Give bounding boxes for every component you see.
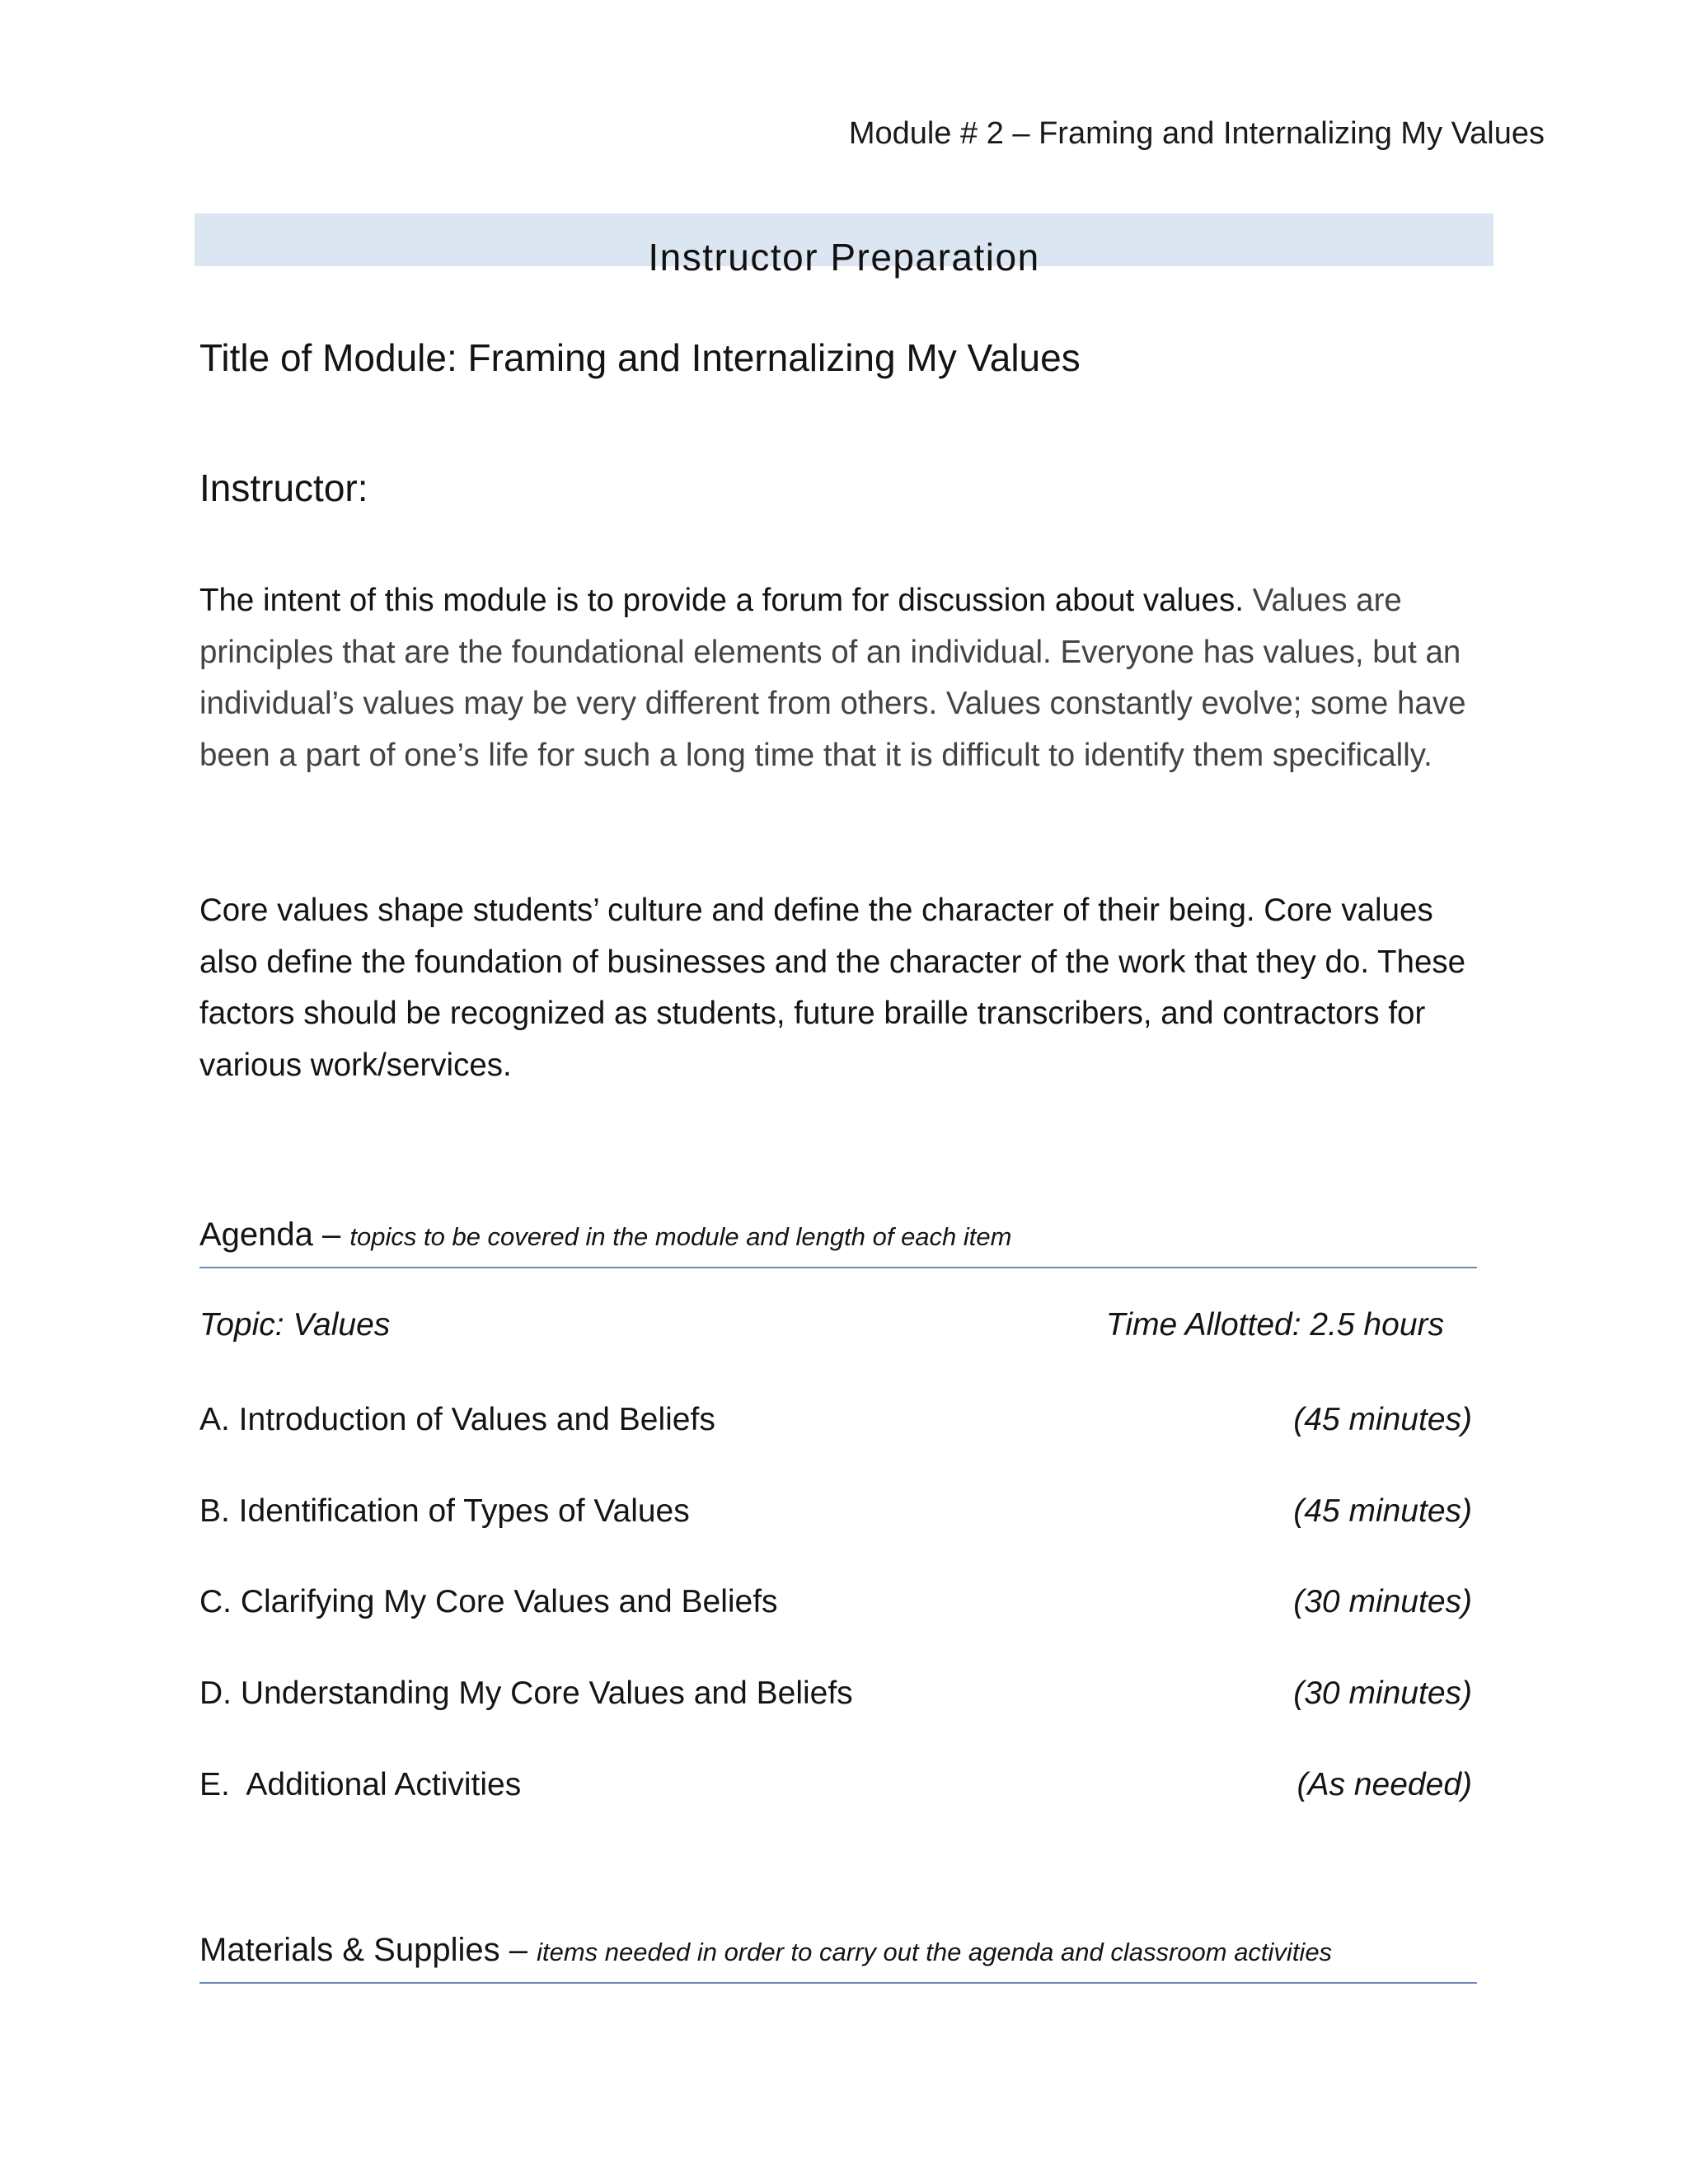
running-header: Module # 2 – Framing and Internalizing My Values — [848, 116, 1545, 151]
agenda-item-label: E. Additional Activities — [199, 1767, 522, 1802]
agenda-item-duration: (30 minutes) — [1293, 1675, 1472, 1711]
agenda-item — [199, 1764, 1472, 1807]
agenda-item — [199, 1672, 1472, 1715]
agenda-item — [199, 1490, 1472, 1533]
instructor-label: Instructor: — [199, 466, 368, 509]
agenda-heading-description: topics to be covered in the module and length of each item — [349, 1222, 1012, 1251]
agenda-item-label: C. Clarifying My Core Values and Beliefs — [199, 1584, 778, 1619]
core-values-paragraph: Core values shape students’ culture and define the character of their being. Core values also define the foundation of businesses and the character of the work that they do. These factors should be recognized as students, future braille transcribers, and contractors for various work/services. — [199, 893, 1466, 1083]
materials-heading-label: Materials & Supplies – — [199, 1932, 528, 1968]
agenda-item-label: D. Understanding My Core Values and Beliefs — [199, 1675, 853, 1711]
agenda-item — [199, 1581, 1472, 1624]
banner-title: Instructor Preparation — [648, 236, 1040, 279]
agenda-item-duration: (As needed) — [1296, 1767, 1472, 1802]
agenda-item-label: A. Introduction of Values and Beliefs — [199, 1402, 715, 1437]
agenda-heading-label: Agenda – — [199, 1216, 341, 1253]
agenda-item-label: B. Identification of Types of Values — [199, 1493, 690, 1529]
agenda-time-allotted: Time Allotted: 2.5 hours — [1105, 1307, 1444, 1343]
intro-paragraph — [199, 575, 1493, 781]
agenda-item-duration: (45 minutes) — [1293, 1493, 1472, 1529]
agenda-heading — [199, 1213, 1477, 1268]
agenda-item-duration: (30 minutes) — [1293, 1584, 1472, 1619]
intro-values-description: Values are principles that are the foundational elements of an individual. Everyone has values, but an individual’s values may be very different from others. Values constantly evolve; some have been a part of one’s life for such a long time that it is difficult to identify them specifically. — [199, 583, 1466, 773]
materials-heading — [199, 1929, 1477, 1984]
module-title: Title of Module: Framing and Internalizing My Values — [199, 336, 1081, 379]
agenda-item-duration: (45 minutes) — [1293, 1402, 1472, 1437]
intro-lead-sentence: The intent of this module is to provide a forum for discussion about values. — [199, 583, 1244, 618]
agenda-topic-row — [199, 1304, 1472, 1347]
agenda-topic-label: Topic: Values — [199, 1307, 391, 1343]
agenda-item — [199, 1399, 1472, 1441]
materials-heading-description: items needed in order to carry out the agenda and classroom activities — [537, 1938, 1333, 1966]
